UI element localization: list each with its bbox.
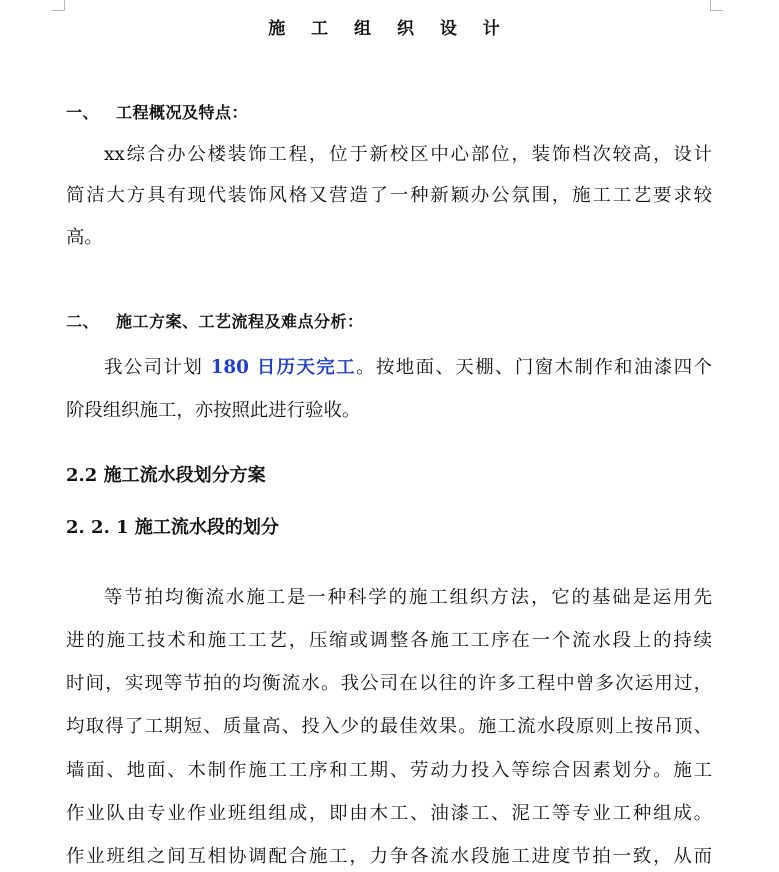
section-2-title: 施工方案、工艺流程及难点分析： xyxy=(116,312,364,331)
section-2-heading xyxy=(66,309,364,332)
section-1-line-3: 高。 xyxy=(66,227,103,248)
paragraph-line-2: 进的施工技术和施工工艺，压缩或调整各施工工序在一个流水段上的持续 xyxy=(66,630,712,651)
section-2-2-heading: 2.2 施工流水段划分方案 xyxy=(66,465,266,486)
section-2-line-1 xyxy=(104,353,712,379)
crop-mark-left xyxy=(52,0,65,11)
section-2-2-1-heading: 2. 2. 1 施工流水段的划分 xyxy=(66,517,279,538)
section-2-line-1-suffix: 。按地面、天棚、门窗木制作和油漆四个 xyxy=(356,357,712,378)
schedule-highlight: 180 日历天完工 xyxy=(210,357,357,378)
paragraph-line-6: 作业队由专业作业班组组成，即由木工、油漆工、泥工等专业工种组成。 xyxy=(66,803,712,824)
section-1-heading xyxy=(66,100,248,123)
section-1-number: 一、 xyxy=(66,103,100,122)
section-2-number: 二、 xyxy=(66,312,100,331)
section-1-line-1: xx综合办公楼装饰工程，位于新校区中心部位，装饰档次较高，设计 xyxy=(104,144,712,165)
section-2-line-2: 阶段组织施工，亦按照此进行验收。 xyxy=(66,400,361,421)
section-1-title: 工程概况及特点： xyxy=(116,103,249,122)
paragraph-line-5: 墙面、地面、木制作施工工序和工期、劳动力投入等综合因素划分。施工 xyxy=(66,760,712,781)
document-title: 施 工 组 织 设 计 xyxy=(268,19,510,39)
section-2-line-1-prefix: 我公司计划 xyxy=(104,357,211,378)
paragraph-line-7: 作业班组之间互相协调配合施工，力争各流水段施工进度节拍一致，从而 xyxy=(66,846,712,867)
paragraph-line-3: 时间，实现等节拍的均衡流水。我公司在以往的许多工程中曾多次运用过， xyxy=(66,673,712,694)
crop-mark-right xyxy=(710,0,723,11)
paragraph-line-1: 等节拍均衡流水施工是一种科学的施工组织方法，它的基础是运用先 xyxy=(104,587,712,608)
section-1-line-2: 简洁大方具有现代装饰风格又营造了一种新颖办公氛围，施工工艺要求较 xyxy=(66,185,712,206)
paragraph-line-4: 均取得了工期短、质量高、投入少的最佳效果。施工流水段原则上按吊顶、 xyxy=(66,716,712,737)
